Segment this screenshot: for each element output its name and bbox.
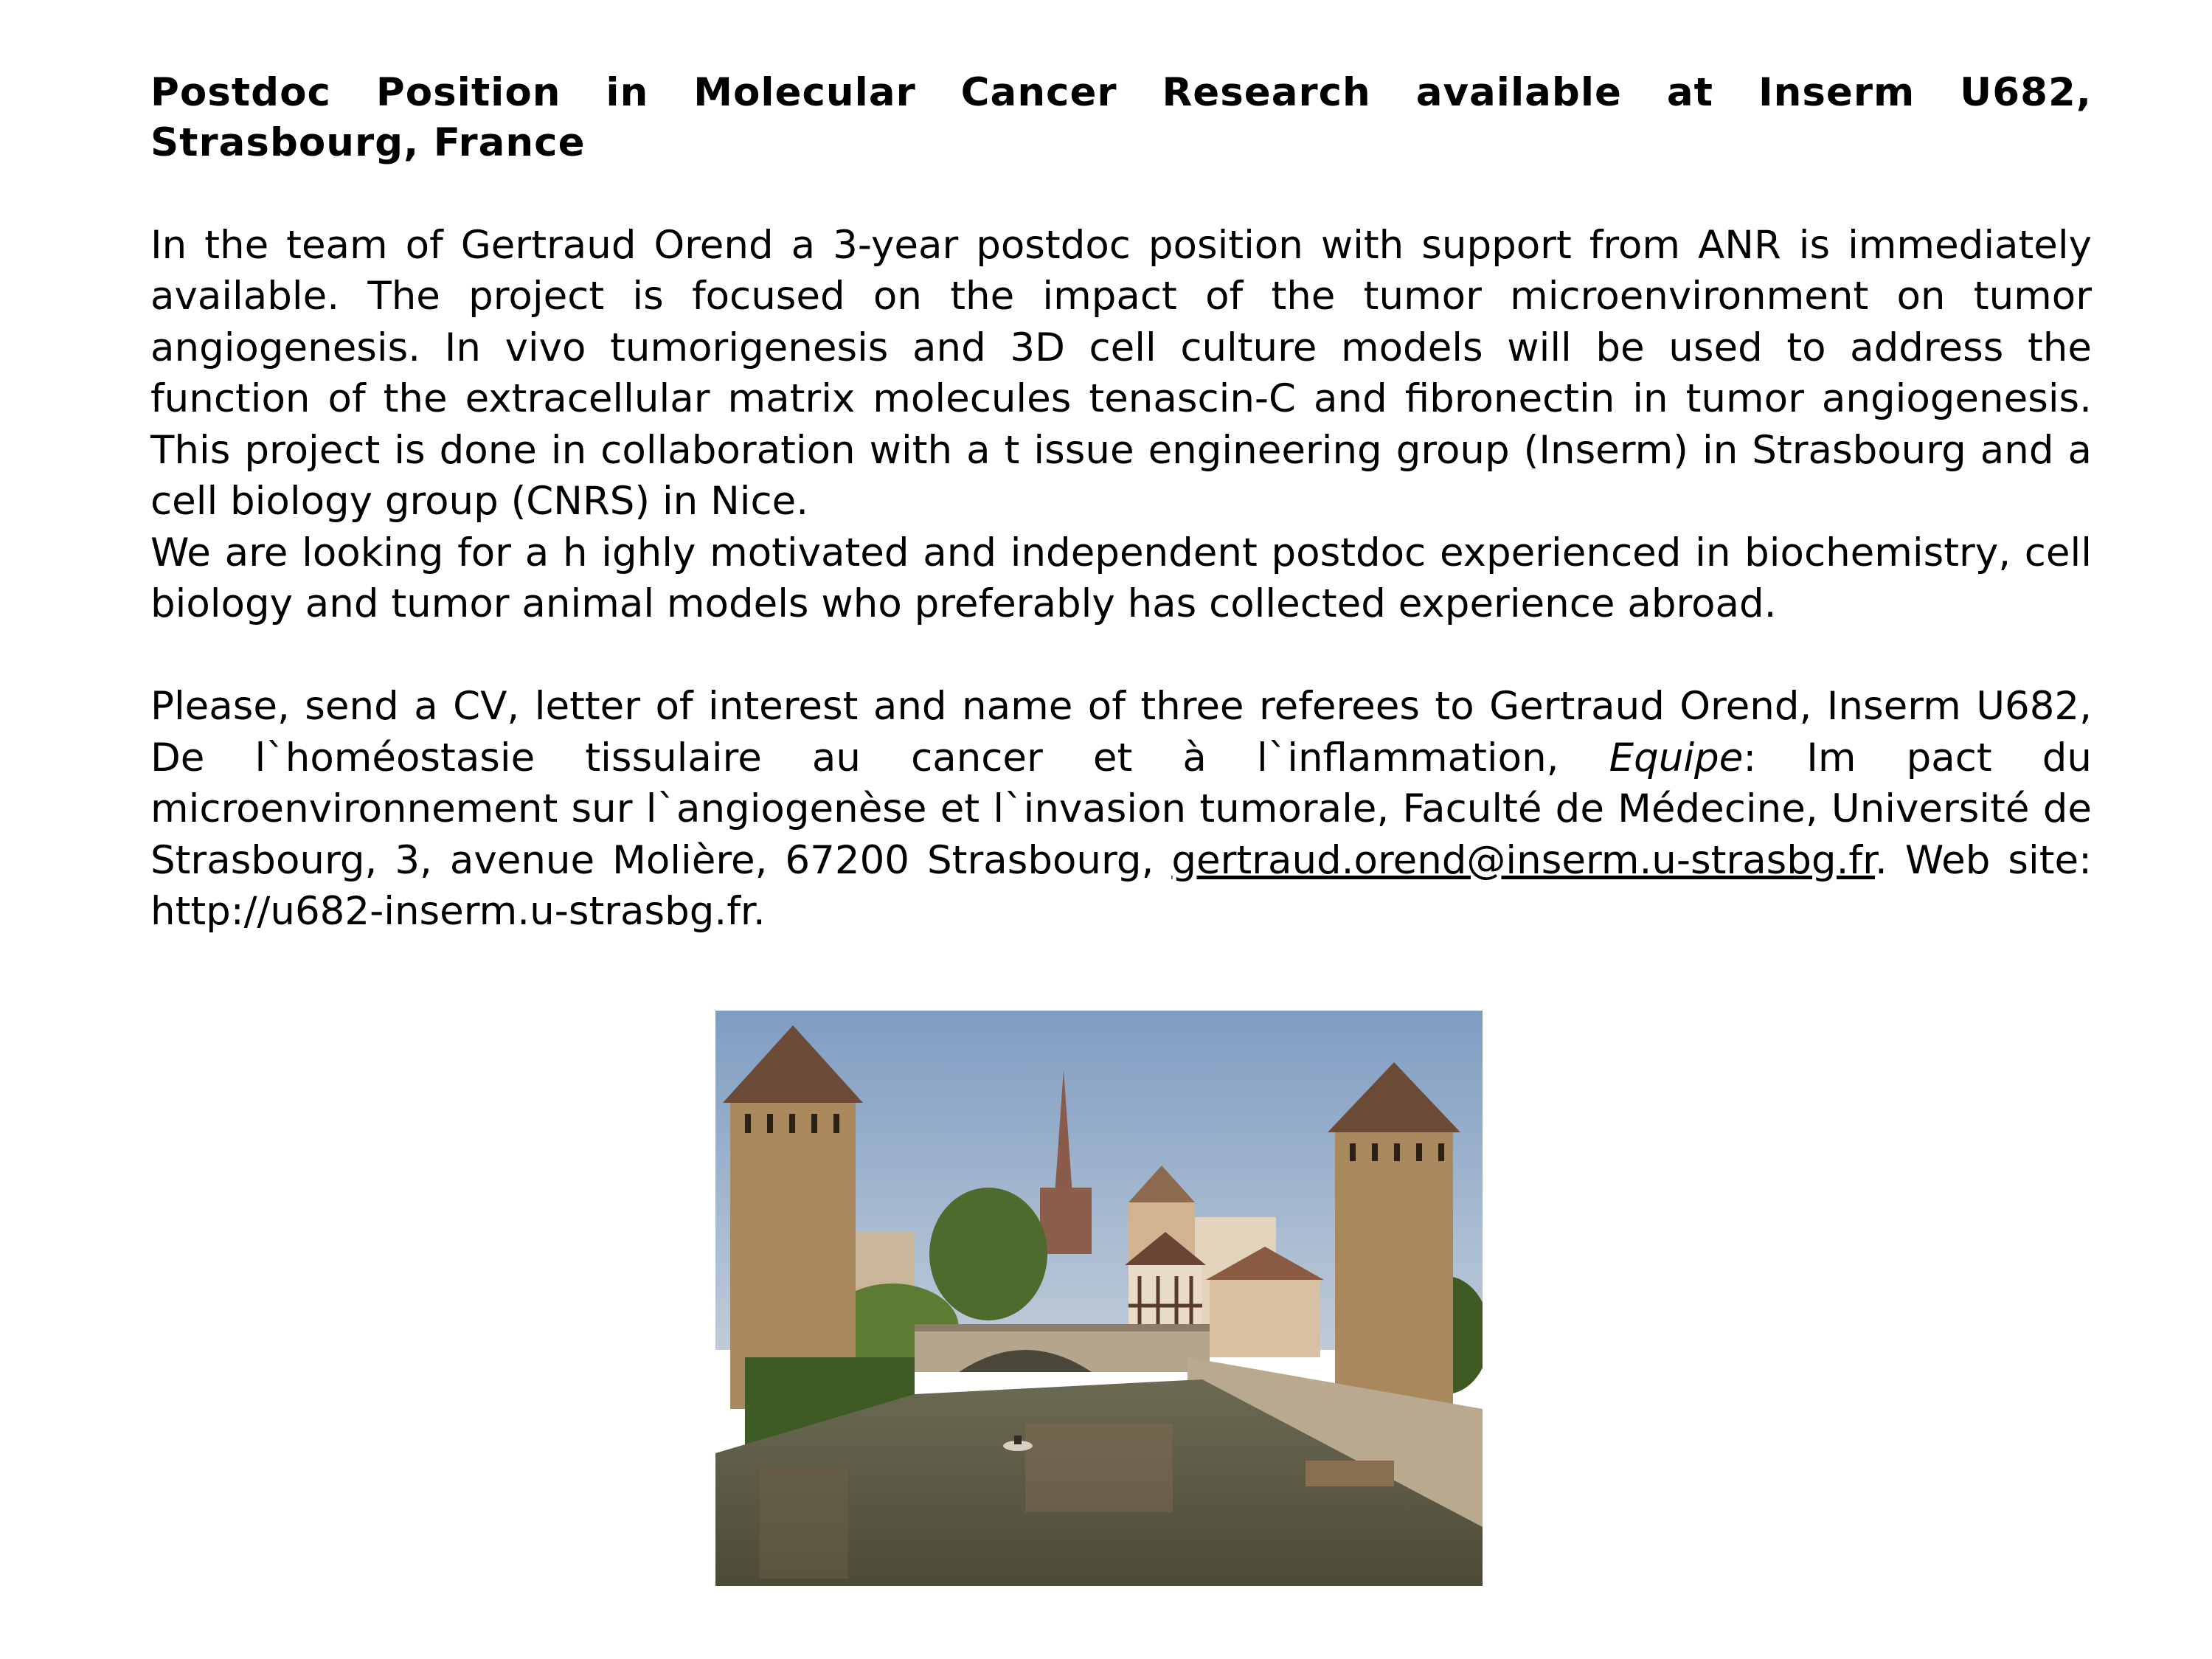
strasbourg-photo: [715, 1011, 1483, 1586]
cathedral-body: [1040, 1188, 1092, 1254]
document-title: Postdoc Position in Molecular Cancer Research available at Inserm U682, Strasbourg, France: [150, 70, 2092, 165]
contact-address: : Im pact du microenvironnement sur l`angiogenèse et l`invasion tumorale, Faculté de Médecine, Université de Strasbourg, 3, avenue Molière, 67200 Strasbourg,: [150, 735, 2092, 883]
contact-text: Please, send a CV, letter of interest and name of three referees to Gertraud Orend, Inserm U682, De l`homéostasie tissulaire au cancer et à l`inflammation,: [150, 684, 2092, 780]
spacer: [150, 630, 2092, 682]
team-label: Equipe: [1609, 735, 1744, 780]
building: [1210, 1276, 1320, 1357]
spacer: [150, 168, 2092, 220]
pier: [1306, 1461, 1394, 1486]
email-link[interactable]: gertraud.orend@inserm.u-strasbg.fr: [1171, 837, 1875, 883]
right-tower: [1335, 1129, 1453, 1409]
document-page: [150, 68, 2092, 938]
trees: [929, 1188, 1047, 1320]
website-text: . Web site: http://u682-inserm.u-strasbg.fr.: [150, 837, 2092, 934]
photo-illustration: [715, 1011, 1483, 1586]
intro-paragraph: In the team of Gertraud Orend a 3-year postdoc position with support from ANR is immediately available. The project is focused on the impact of the tumor microenvironment on tumor angiogenesis. In vivo tumorigenesis and 3D cell culture models will be used to address the function of the extracellular matrix molecules tenascin-C and fibronectin in tumor angiogenesis. This project is done in collaboration with a t issue engineering group (Inserm) in Strasbourg and a cell biology group (CNRS) in Nice.: [150, 222, 2092, 524]
contact-paragraph: [150, 681, 2092, 938]
profile-paragraph: We are looking for a h ighly motivated and independent postdoc experienced in biochemistry, cell biology and tumor animal models who preferably has collected experience abroad.: [150, 530, 2092, 626]
